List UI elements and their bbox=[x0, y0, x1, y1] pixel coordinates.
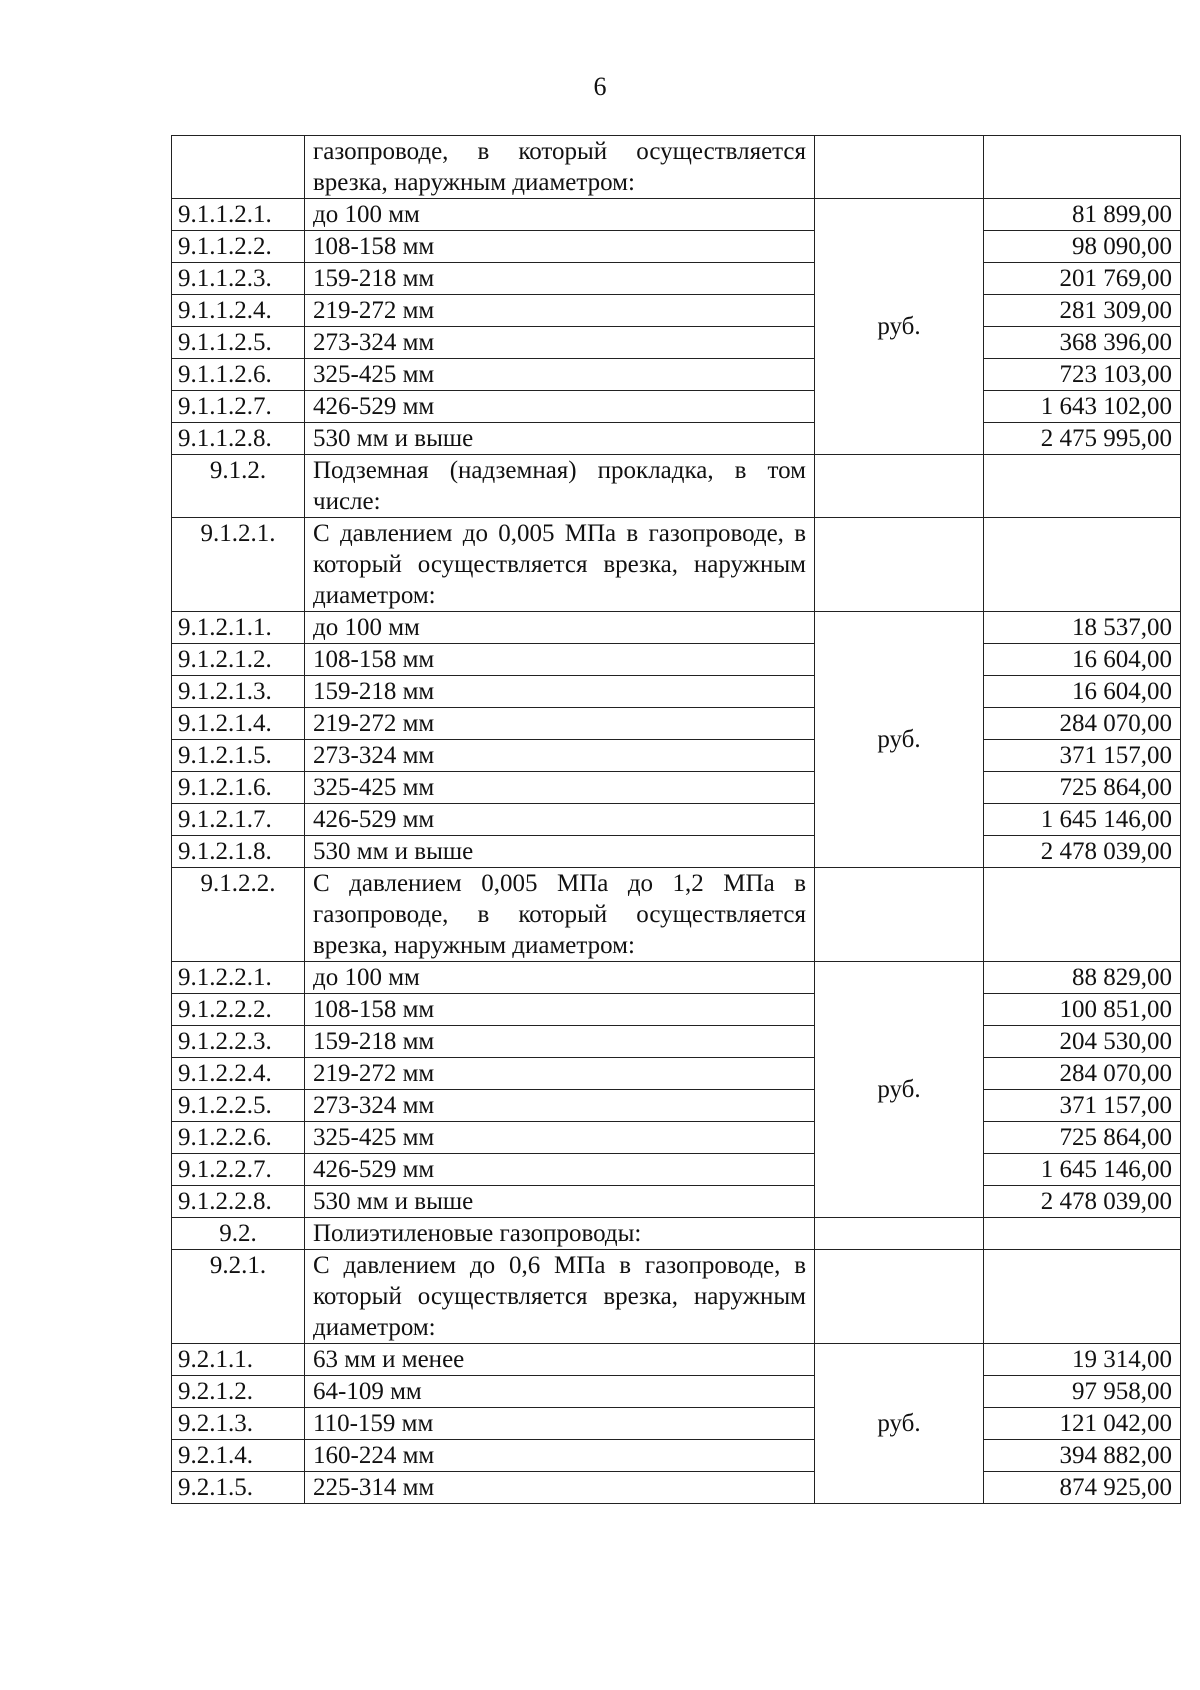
table-row bbox=[172, 391, 1181, 423]
table-row bbox=[172, 612, 1181, 644]
row-code: 9.1.2.2.6. bbox=[172, 1122, 305, 1154]
row-description: до 100 мм bbox=[305, 612, 815, 644]
table-row bbox=[172, 1026, 1181, 1058]
table-row bbox=[172, 263, 1181, 295]
table-row bbox=[172, 1472, 1181, 1504]
row-description: 426-529 мм bbox=[305, 804, 815, 836]
price-cell: 284 070,00 bbox=[984, 708, 1181, 740]
row-code: 9.1.2.1.2. bbox=[172, 644, 305, 676]
row-code: 9.1.2.1.8. bbox=[172, 836, 305, 868]
row-code: 9.1.2.2.1. bbox=[172, 962, 305, 994]
row-description: 530 мм и выше bbox=[305, 836, 815, 868]
price-cell: 2 478 039,00 bbox=[984, 836, 1181, 868]
row-code: 9.1.2.2.2. bbox=[172, 994, 305, 1026]
price-cell: 725 864,00 bbox=[984, 772, 1181, 804]
row-description: до 100 мм bbox=[305, 199, 815, 231]
unit-cell: руб. bbox=[815, 1344, 984, 1504]
table-row bbox=[172, 1058, 1181, 1090]
row-description: 108-158 мм bbox=[305, 644, 815, 676]
row-description: 63 мм и менее bbox=[305, 1344, 815, 1376]
row-description: 273-324 мм bbox=[305, 1090, 815, 1122]
row-code: 9.1.2.1.7. bbox=[172, 804, 305, 836]
row-code: 9.1.2.2.3. bbox=[172, 1026, 305, 1058]
price-cell: 16 604,00 bbox=[984, 676, 1181, 708]
row-description: 160-224 мм bbox=[305, 1440, 815, 1472]
row-code: 9.1.2.1.6. bbox=[172, 772, 305, 804]
tariff-table-body bbox=[172, 136, 1181, 1504]
row-code: 9.1.2.2.4. bbox=[172, 1058, 305, 1090]
table-row bbox=[172, 1344, 1181, 1376]
price-cell: 100 851,00 bbox=[984, 994, 1181, 1026]
price-cell: 98 090,00 bbox=[984, 231, 1181, 263]
row-code: 9.1.1.2.5. bbox=[172, 327, 305, 359]
page-number: 6 bbox=[593, 72, 607, 101]
table-row bbox=[172, 836, 1181, 868]
row-code: 9.2.1.2. bbox=[172, 1376, 305, 1408]
table-row bbox=[172, 1090, 1181, 1122]
row-description: 325-425 мм bbox=[305, 1122, 815, 1154]
row-code: 9.1.1.2.2. bbox=[172, 231, 305, 263]
row-code: 9.1.1.2.8. bbox=[172, 423, 305, 455]
row-code: 9.2.1.5. bbox=[172, 1472, 305, 1504]
row-description: 426-529 мм bbox=[305, 391, 815, 423]
row-description: 273-324 мм bbox=[305, 327, 815, 359]
price-cell-empty bbox=[984, 136, 1181, 199]
row-code: 9.1.2.2. bbox=[172, 868, 305, 962]
row-code: 9.1.2.1.4. bbox=[172, 708, 305, 740]
table-row bbox=[172, 676, 1181, 708]
price-cell: 19 314,00 bbox=[984, 1344, 1181, 1376]
table-row bbox=[172, 804, 1181, 836]
unit-cell-empty bbox=[815, 1218, 984, 1250]
price-cell: 2 478 039,00 bbox=[984, 1186, 1181, 1218]
table-row bbox=[172, 644, 1181, 676]
row-code: 9.2.1.4. bbox=[172, 1440, 305, 1472]
row-code: 9.1.2.2.8. bbox=[172, 1186, 305, 1218]
table-row bbox=[172, 295, 1181, 327]
row-description: 273-324 мм bbox=[305, 740, 815, 772]
table-row bbox=[172, 1186, 1181, 1218]
price-cell: 281 309,00 bbox=[984, 295, 1181, 327]
row-description: 219-272 мм bbox=[305, 1058, 815, 1090]
unit-cell-empty bbox=[815, 1250, 984, 1344]
tariff-table bbox=[171, 135, 1181, 1504]
table-row bbox=[172, 231, 1181, 263]
row-description: С давлением 0,005 МПа до 1,2 МПа в газопроводе, в который осуществляется врезка, наружным диаметром: bbox=[305, 868, 815, 962]
price-cell: 1 643 102,00 bbox=[984, 391, 1181, 423]
price-cell: 1 645 146,00 bbox=[984, 1154, 1181, 1186]
price-cell: 284 070,00 bbox=[984, 1058, 1181, 1090]
row-description: 426-529 мм bbox=[305, 1154, 815, 1186]
table-row bbox=[172, 962, 1181, 994]
row-code: 9.1.2. bbox=[172, 455, 305, 518]
row-description: 530 мм и выше bbox=[305, 423, 815, 455]
row-code: 9.1.1.2.3. bbox=[172, 263, 305, 295]
unit-cell-empty bbox=[815, 518, 984, 612]
price-cell: 18 537,00 bbox=[984, 612, 1181, 644]
section-row bbox=[172, 1218, 1181, 1250]
row-code: 9.1.1.2.6. bbox=[172, 359, 305, 391]
row-description: 108-158 мм bbox=[305, 231, 815, 263]
row-code: 9.1.2.1. bbox=[172, 518, 305, 612]
row-code: 9.1.2.1.1. bbox=[172, 612, 305, 644]
price-cell-empty bbox=[984, 1250, 1181, 1344]
row-description: 219-272 мм bbox=[305, 708, 815, 740]
section-row bbox=[172, 868, 1181, 962]
row-code: 9.1.2.2.7. bbox=[172, 1154, 305, 1186]
price-cell: 16 604,00 bbox=[984, 644, 1181, 676]
row-description: 159-218 мм bbox=[305, 676, 815, 708]
price-cell-empty bbox=[984, 1218, 1181, 1250]
row-description: газопроводе, в который осуществляется врезка, наружным диаметром: bbox=[305, 136, 815, 199]
price-cell: 1 645 146,00 bbox=[984, 804, 1181, 836]
price-cell: 201 769,00 bbox=[984, 263, 1181, 295]
table-row bbox=[172, 708, 1181, 740]
price-cell: 723 103,00 bbox=[984, 359, 1181, 391]
unit-cell-empty bbox=[815, 455, 984, 518]
section-row bbox=[172, 455, 1181, 518]
row-description: 159-218 мм bbox=[305, 263, 815, 295]
row-description: 325-425 мм bbox=[305, 772, 815, 804]
row-description: 225-314 мм bbox=[305, 1472, 815, 1504]
row-description: 110-159 мм bbox=[305, 1408, 815, 1440]
table-row bbox=[172, 423, 1181, 455]
section-row bbox=[172, 1250, 1181, 1344]
price-cell: 81 899,00 bbox=[984, 199, 1181, 231]
price-cell-empty bbox=[984, 518, 1181, 612]
table-row bbox=[172, 772, 1181, 804]
row-code: 9.2. bbox=[172, 1218, 305, 1250]
row-code bbox=[172, 136, 305, 199]
row-code: 9.1.2.1.5. bbox=[172, 740, 305, 772]
row-code: 9.1.1.2.4. bbox=[172, 295, 305, 327]
table-row bbox=[172, 1154, 1181, 1186]
row-description: до 100 мм bbox=[305, 962, 815, 994]
unit-cell-empty bbox=[815, 136, 984, 199]
price-cell: 371 157,00 bbox=[984, 1090, 1181, 1122]
row-code: 9.1.2.1.3. bbox=[172, 676, 305, 708]
section-row bbox=[172, 518, 1181, 612]
row-description: Подземная (надземная) прокладка, в том числе: bbox=[305, 455, 815, 518]
row-description: 325-425 мм bbox=[305, 359, 815, 391]
price-cell: 368 396,00 bbox=[984, 327, 1181, 359]
row-description: 108-158 мм bbox=[305, 994, 815, 1026]
row-code: 9.2.1. bbox=[172, 1250, 305, 1344]
row-description: 530 мм и выше bbox=[305, 1186, 815, 1218]
row-description: Полиэтиленовые газопроводы: bbox=[305, 1218, 815, 1250]
price-cell: 97 958,00 bbox=[984, 1376, 1181, 1408]
table-row bbox=[172, 199, 1181, 231]
row-description: 64-109 мм bbox=[305, 1376, 815, 1408]
table-row bbox=[172, 1376, 1181, 1408]
table-row bbox=[172, 1122, 1181, 1154]
section-row bbox=[172, 136, 1181, 199]
row-description: С давлением до 0,6 МПа в газопроводе, в который осуществляется врезка, наружным диаметром: bbox=[305, 1250, 815, 1344]
row-code: 9.2.1.1. bbox=[172, 1344, 305, 1376]
row-code: 9.1.2.2.5. bbox=[172, 1090, 305, 1122]
row-description: 159-218 мм bbox=[305, 1026, 815, 1058]
row-code: 9.1.1.2.7. bbox=[172, 391, 305, 423]
price-cell: 121 042,00 bbox=[984, 1408, 1181, 1440]
unit-cell: руб. bbox=[815, 199, 984, 455]
unit-cell: руб. bbox=[815, 962, 984, 1218]
price-cell-empty bbox=[984, 455, 1181, 518]
row-description: 219-272 мм bbox=[305, 295, 815, 327]
price-cell: 394 882,00 bbox=[984, 1440, 1181, 1472]
price-cell: 874 925,00 bbox=[984, 1472, 1181, 1504]
table-row bbox=[172, 740, 1181, 772]
price-cell-empty bbox=[984, 868, 1181, 962]
price-cell: 371 157,00 bbox=[984, 740, 1181, 772]
table-row bbox=[172, 327, 1181, 359]
row-code: 9.1.1.2.1. bbox=[172, 199, 305, 231]
table-row bbox=[172, 1408, 1181, 1440]
price-cell: 725 864,00 bbox=[984, 1122, 1181, 1154]
table-row bbox=[172, 359, 1181, 391]
price-cell: 88 829,00 bbox=[984, 962, 1181, 994]
row-description: С давлением до 0,005 МПа в газопроводе, в который осуществляется врезка, наружным диаметром: bbox=[305, 518, 815, 612]
unit-cell-empty bbox=[815, 868, 984, 962]
unit-cell: руб. bbox=[815, 612, 984, 868]
table-row bbox=[172, 1440, 1181, 1472]
price-cell: 2 475 995,00 bbox=[984, 423, 1181, 455]
price-cell: 204 530,00 bbox=[984, 1026, 1181, 1058]
table-row bbox=[172, 994, 1181, 1026]
row-code: 9.2.1.3. bbox=[172, 1408, 305, 1440]
